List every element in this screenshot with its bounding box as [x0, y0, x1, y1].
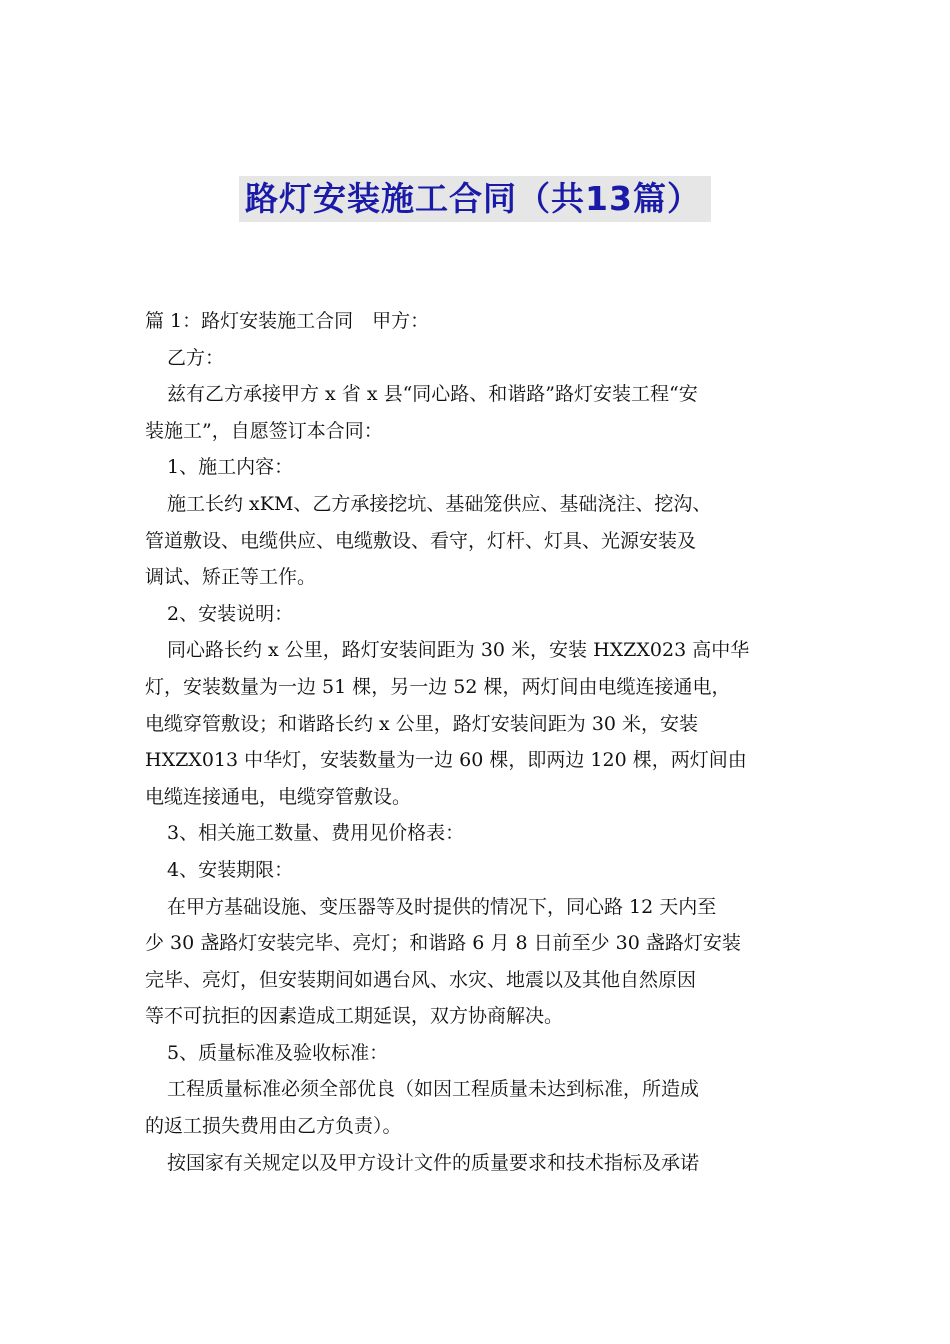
body-line: 等不可抗拒的因素造成工期延误，双方协商解决。 [145, 1005, 564, 1028]
body-line: 的返工损失费用由乙方负责）。 [145, 1115, 402, 1138]
body-line: 电缆穿管敷设；和谐路长约 x 公里，路灯安装间距为 30 米，安装 [145, 712, 699, 735]
body-line: 乙方： [167, 346, 225, 369]
document-title: 路灯安装施工合同（共13篇） [239, 176, 711, 222]
body-line: 3、相关施工数量、费用见价格表： [167, 822, 465, 845]
body-line: 装施工”，自愿签订本合同： [145, 419, 383, 442]
body-line: 工程质量标准必须全部优良（如因工程质量未达到标准，所造成 [167, 1078, 700, 1101]
body-line: 在甲方基础设施、变压器等及时提供的情况下，同心路 12 天内至 [167, 895, 717, 918]
body-line: 调试、矫正等工作。 [145, 566, 317, 589]
title-container [0, 176, 950, 222]
body-line: 电缆连接通电，电缆穿管敷设。 [145, 785, 412, 808]
body-line: 兹有乙方承接甲方 x 省 x 县“同心路、和谐路”路灯安装工程“安 [167, 383, 698, 406]
body-line: 1、施工内容： [167, 456, 294, 479]
body-line: HXZX013 中华灯，安装数量为一边 60 棵，即两边 120 棵，两灯间由 [145, 749, 747, 772]
body-line: 4、安装期限： [167, 858, 294, 881]
body-line: 灯，安装数量为一边 51 棵，另一边 52 棵，两灯间由电缆连接通电， [145, 675, 731, 698]
body-line: 完毕、亮灯，但安装期间如遇台风、水灾、地震以及其他自然原因 [145, 968, 697, 991]
body-line: 2、安装说明： [167, 602, 294, 625]
body-line: 按国家有关规定以及甲方设计文件的质量要求和技术指标及承诺 [167, 1151, 700, 1174]
body-line: 少 30 盏路灯安装完毕、亮灯；和谐路 6 月 8 日前至少 30 盏路灯安装 [145, 932, 741, 955]
body-line: 篇 1：路灯安装施工合同 甲方： [145, 310, 430, 332]
document-body [145, 303, 810, 1181]
body-line: 同心路长约 x 公里，路灯安装间距为 30 米，安装 HXZX023 高中华 [167, 639, 750, 662]
body-line: 施工长约 xKM、乙方承接挖坑、基础笼供应、基础浇注、挖沟、 [167, 492, 712, 515]
body-line: 5、质量标准及验收标准： [167, 1041, 389, 1064]
body-line: 管道敷设、电缆供应、电缆敷设、看守，灯杆、灯具、光源安装及 [145, 529, 697, 552]
